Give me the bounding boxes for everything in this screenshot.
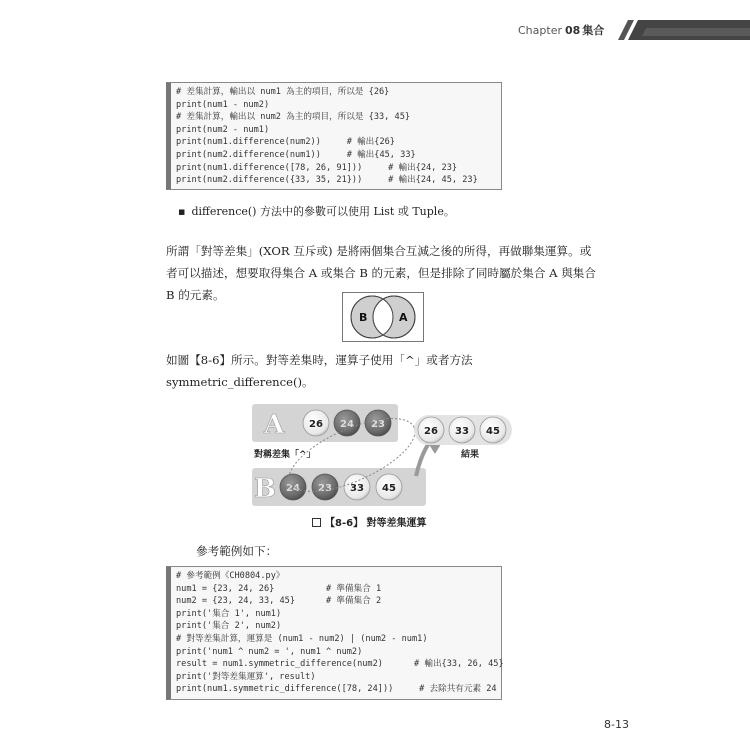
code-block-symmetric-difference bbox=[166, 566, 502, 700]
set-a-item-value: 24 bbox=[340, 419, 354, 430]
code-line: print('num1 ^ num2 = ', num1 ^ num2) bbox=[176, 646, 363, 657]
code-block-difference bbox=[166, 82, 502, 190]
symmetric-difference-figure bbox=[248, 402, 518, 510]
code-line: print(num1 - num2) bbox=[176, 99, 270, 110]
bullet-text: difference() 方法中的參數可以使用 List 或 Tuple。 bbox=[191, 205, 455, 218]
bullet-note bbox=[178, 203, 455, 219]
code-line: print('集合 2', num2) bbox=[176, 621, 282, 632]
figure-caption-text: 【8-6】 對等差集運算 bbox=[325, 518, 427, 529]
code-line: num2 = {23, 24, 33, 45} # 準備集合 2 bbox=[176, 596, 382, 607]
bullet-icon: ▪ bbox=[178, 205, 186, 218]
set-b-item-value: 24 bbox=[286, 483, 300, 494]
code-line: print(num1.difference([78, 26, 91])) # 輸出{24, 23} bbox=[176, 162, 458, 173]
code-line: # 差集計算，輸出以 num2 為主的項目，所以是 {33, 45} bbox=[176, 112, 411, 123]
code-line: print('對等差集運算', result) bbox=[176, 671, 316, 682]
chapter-number: 08 bbox=[564, 24, 581, 37]
figure-icon bbox=[312, 518, 321, 527]
chapter-label: Chapter bbox=[518, 24, 562, 37]
paragraph-figure-reference: 如圖【8-6】所示。對等差集時，運算子使用「^」或者方法 symmetric_difference()。 bbox=[166, 353, 473, 389]
code-line: # 差集計算，輸出以 num1 為主的項目，所以是 {26} bbox=[176, 87, 390, 97]
result-item-value: 45 bbox=[486, 426, 500, 437]
operator-label: 對稱差集「^」 bbox=[254, 450, 316, 460]
chapter-heading bbox=[518, 22, 604, 38]
code-line: print(num1.symmetric_difference([78, 24])) # 去除共有元素 24 bbox=[176, 684, 497, 695]
result-label: 結果 bbox=[461, 450, 480, 460]
code-line: print(num2.difference({33, 35, 21})) # 輸出{24, 45, 23} bbox=[176, 175, 478, 186]
result-item-value: 26 bbox=[424, 426, 438, 437]
page-number: 8-13 bbox=[604, 718, 629, 731]
set-b-item-value: 23 bbox=[318, 483, 332, 494]
set-a-item-value: 26 bbox=[309, 419, 323, 430]
result-item-value: 33 bbox=[455, 426, 469, 437]
set-b-item-value: 45 bbox=[382, 483, 396, 494]
reference-example-label: 參考範例如下： bbox=[196, 544, 278, 558]
figure-caption bbox=[312, 514, 427, 529]
code-line: print(num2.difference(num1)) # 輸出{45, 33} bbox=[176, 149, 416, 160]
code-line: num1 = {23, 24, 26} # 準備集合 1 bbox=[176, 583, 382, 594]
set-b-label: B bbox=[254, 474, 276, 504]
venn-diagram bbox=[342, 292, 424, 342]
code-line: print(num1.difference(num2)) # 輸出{26} bbox=[176, 137, 395, 148]
venn-label-left: B bbox=[359, 311, 368, 324]
chapter-header bbox=[516, 20, 750, 42]
header-stripe-graphic bbox=[612, 20, 750, 40]
chapter-title: 集合 bbox=[582, 24, 605, 37]
code-line: print(num2 - num1) bbox=[176, 124, 270, 135]
set-a-item-value: 23 bbox=[371, 419, 385, 430]
code-line: result = num1.symmetric_difference(num2) # 輸出{33, 26, 45} bbox=[176, 659, 504, 670]
paragraph-xor-definition: 所謂「對等差集」(XOR 互斥或) 是將兩個集合互減之後的所得，再做聯集運算。或者可以描述，想要取得集合 A 或集合 B 的元素，但是排除了同時屬於集合 A 與集合 B 的元素。 bbox=[166, 244, 596, 302]
code-line: print('集合 1', num1) bbox=[176, 608, 282, 619]
set-a-label: A bbox=[264, 410, 285, 440]
venn-label-right: A bbox=[399, 311, 408, 324]
code-line: # 參考範例《CH0804.py》 bbox=[176, 571, 285, 581]
code-line: # 對等差集計算，運算是 (num1 - num2) | (num2 - num1) bbox=[176, 633, 428, 644]
set-b-item-value: 33 bbox=[350, 483, 364, 494]
